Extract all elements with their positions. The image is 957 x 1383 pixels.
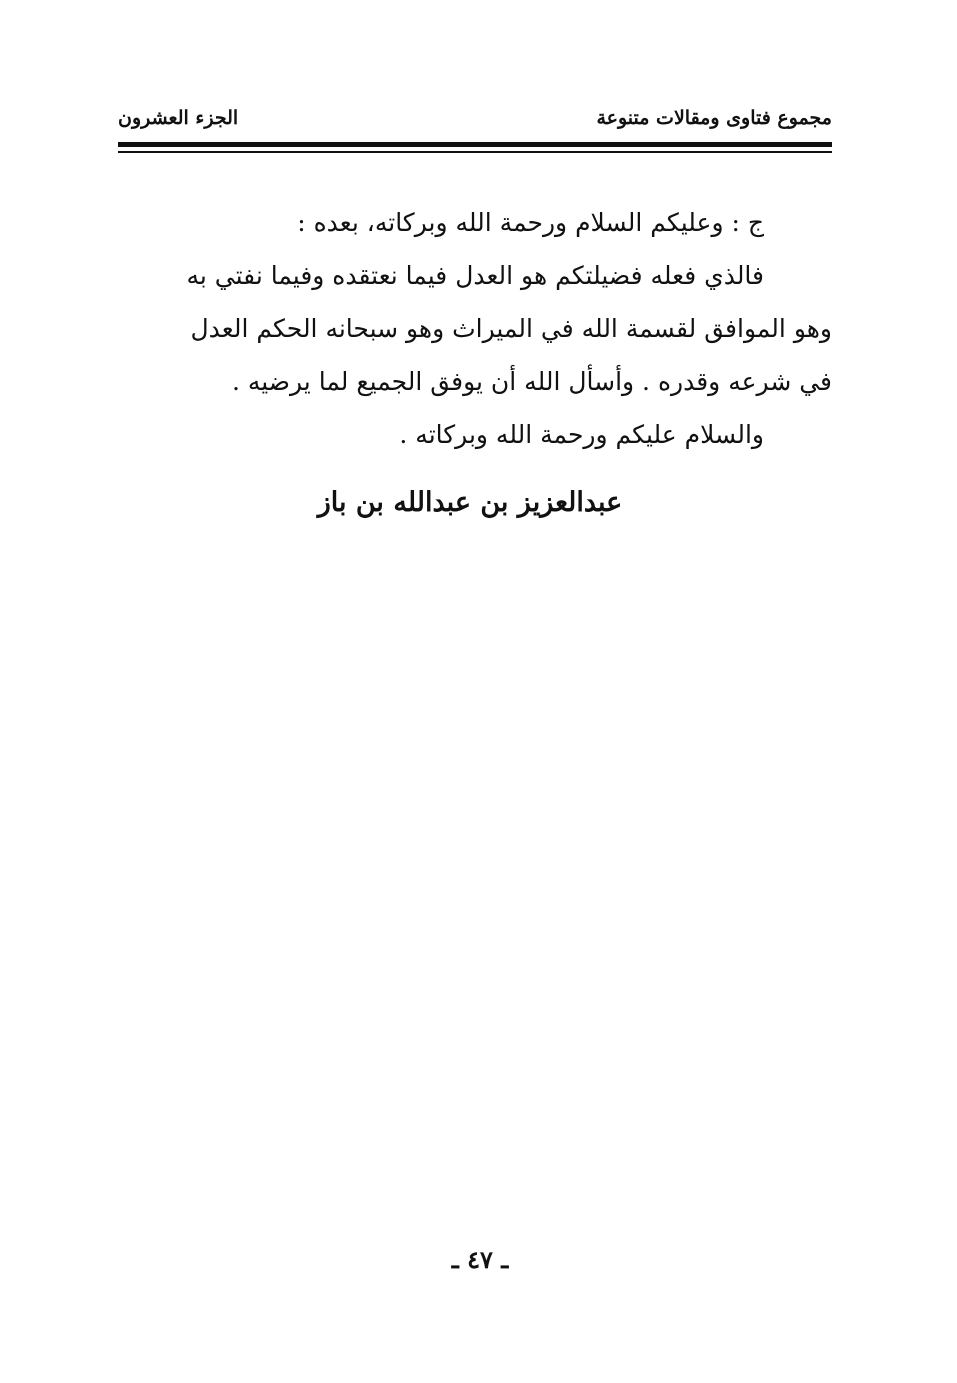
running-header: [118, 98, 832, 138]
signature: عبدالعزيز بن عبدالله بن باز: [317, 487, 623, 518]
answer-line-1: فالذي فعله فضيلتكم هو العدل فيما نعتقده وفيما نفتي به: [186, 261, 764, 290]
header-rule-thick: [118, 142, 832, 147]
answer-line-3: في شرعه وقدره . وأسأل الله أن يوفق الجميع لما يرضيه .: [231, 367, 832, 396]
volume-label: الجزء العشرون: [118, 107, 239, 129]
header-rule-thin: [118, 151, 832, 153]
answer-opening-line: ج : وعليكم السلام ورحمة الله وبركاته، بعده :: [297, 208, 764, 237]
page-number: ـ ٤٧ ـ: [451, 1245, 509, 1274]
fatwa-answer: [118, 196, 832, 461]
book-title: مجموع فتاوى ومقالات متنوعة: [596, 107, 832, 129]
answer-line-2: وهو الموافق لقسمة الله في الميراث وهو سبحانه الحكم العدل: [190, 314, 832, 343]
closing-greeting: والسلام عليكم ورحمة الله وبركاته .: [399, 420, 764, 449]
